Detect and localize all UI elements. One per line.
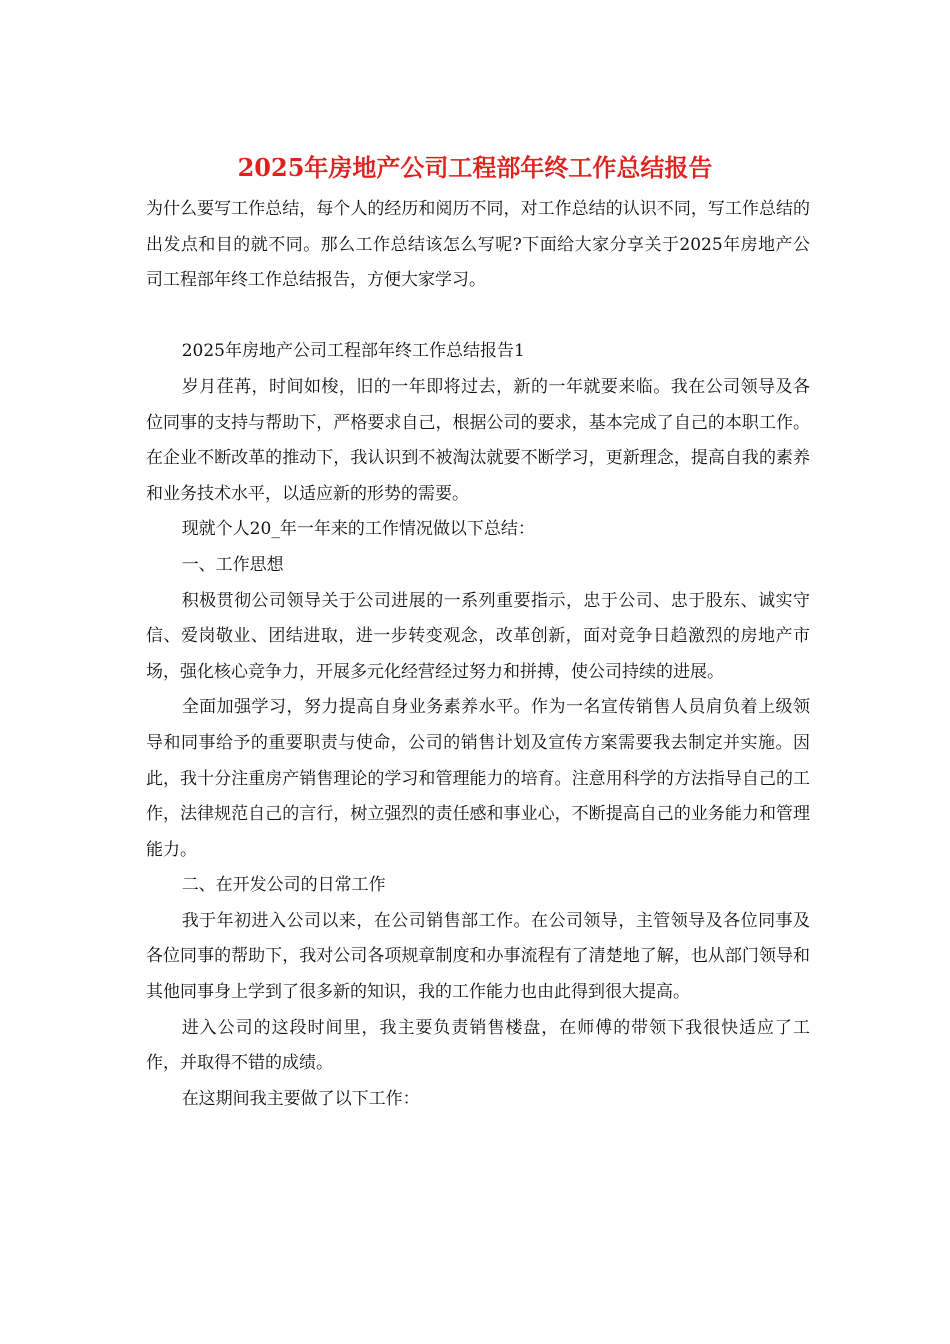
paragraph: 我于年初进入公司以来，在公司销售部工作。在公司领导，主管领导及各位同事及各位同事的帮助下，我对公司各项规章制度和办事流程有了清楚地了解，也从部门领导和其他同事身上学到了很多新的知识，我的工作能力也由此得到很大提高。 [146,910,810,1003]
blank-line [146,299,810,335]
paragraph: 现就个人20_年一年来的工作情况做以下总结： [181,519,535,540]
subheading: 二、在开发公司的日常工作 [181,875,386,896]
paragraph: 积极贯彻公司领导关于公司进展的一系列重要指示，忠于公司、忠于股东、诚实守信、爱岗敬业、团结进取，进一步转变观念，改革创新，面对竞争日趋激烈的房地产市场，强化核心竞争力，开展多元化经营经过努力和拼搏，使公司持续的进展。 [146,590,810,682]
paragraph: 在这期间我主要做了以下工作： [181,1088,420,1109]
paragraph: 全面加强学习，努力提高自身业务素养水平。作为一名宣传销售人员肩负着上级领导和同事给予的重要职责与使命，公司的销售计划及宣传方案需要我去制定并实施。因此，我十分注重房产销售理论的学习和管理能力的培育。注意用科学的方法指导自己的工作，法律规范自己的言行，树立强烈的责任感和事业心，不断提高自己的业务能力和管理能力。 [146,697,810,860]
document-body [146,192,810,1117]
subheading: 一、工作思想 [181,554,284,575]
paragraph: 岁月荏苒，时间如梭，旧的一年即将过去，新的一年就要来临。我在公司领导及各位同事的支持与帮助下，严格要求自己，根据公司的要求，基本完成了自己的本职工作。在企业不断改革的推动下，我认识到不被淘汰就要不断学习，更新理念，提高自我的素养和业务技术水平，以适应新的形势的需要。 [146,376,810,504]
intro-paragraph: 为什么要写工作总结，每个人的经历和阅历不同，对工作总结的认识不同，写工作总结的出发点和目的就不同。那么工作总结该怎么写呢?下面给大家分享关于2025年房地产公司工程部年终工作总结报告，方便大家学习。 [146,199,810,291]
document-title: 2025年房地产公司工程部年终工作总结报告 [237,153,713,182]
paragraph: 进入公司的这段时间里，我主要负责销售楼盘，在师傅的带领下我很快适应了工作，并取得不错的成绩。 [146,1017,810,1074]
section-heading: 2025年房地产公司工程部年终工作总结报告1 [181,341,525,362]
